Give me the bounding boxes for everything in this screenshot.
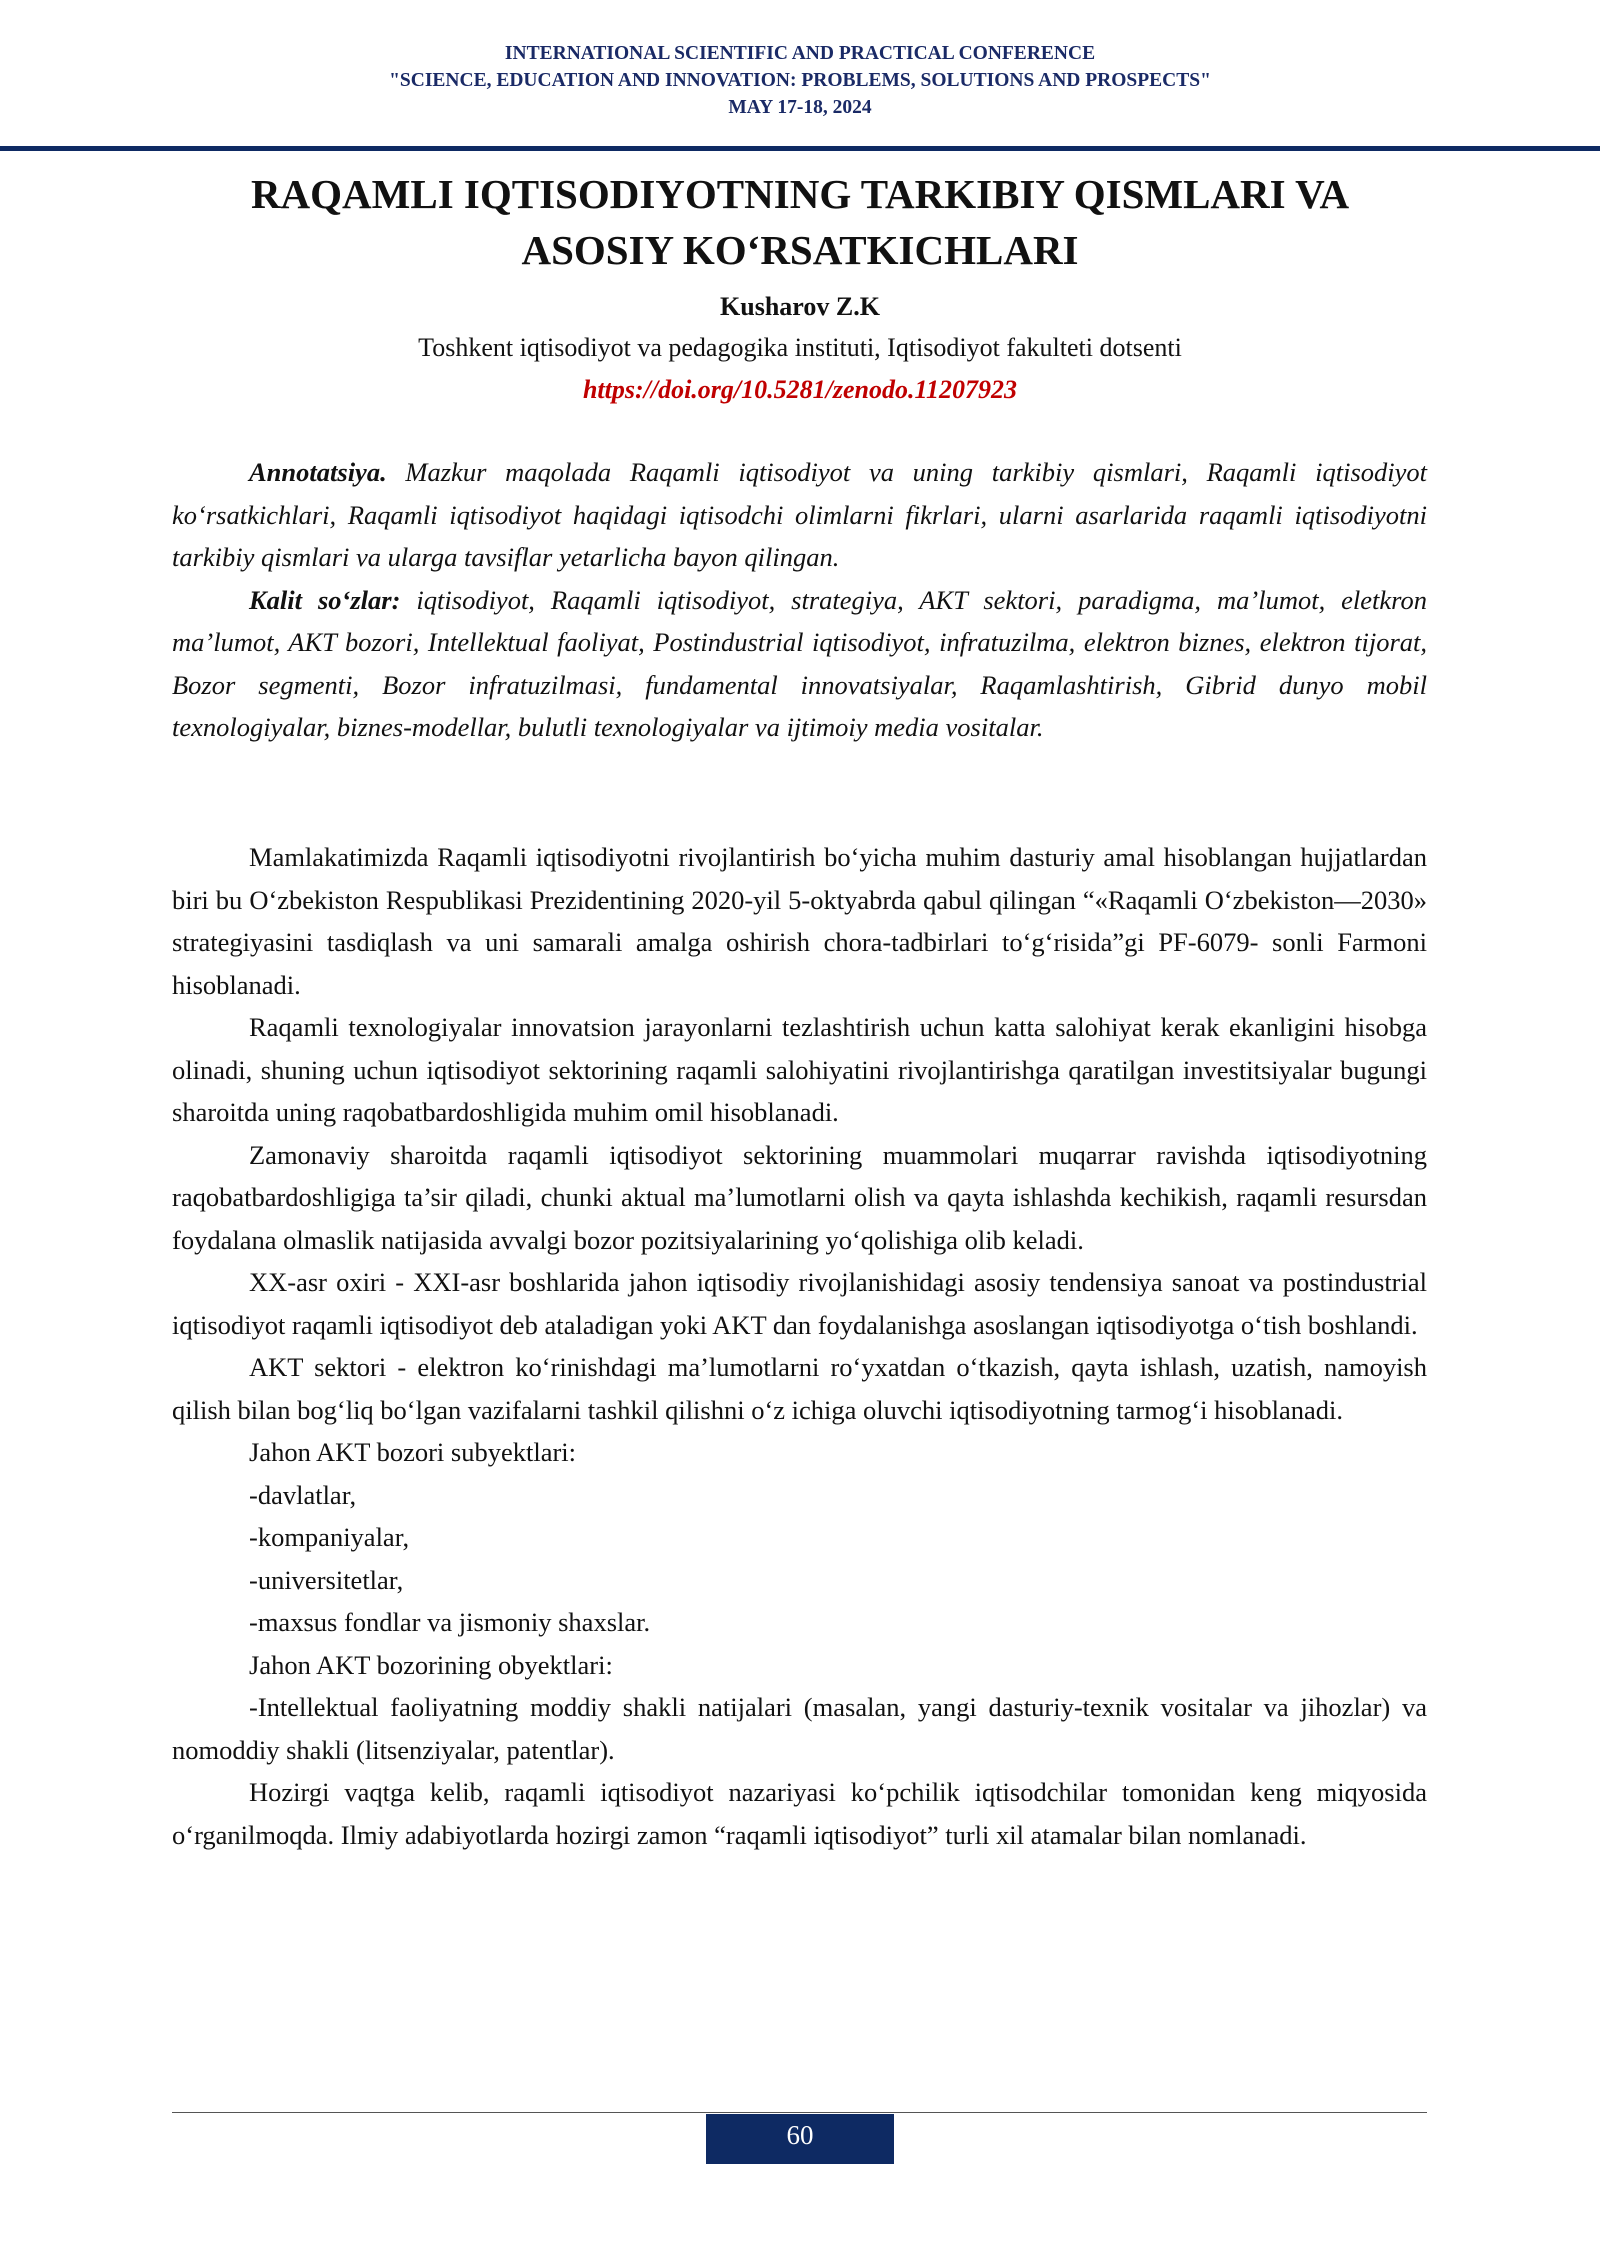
keywords-text: iqtisodiyot, Raqamli iqtisodiyot, strategiya, AKT sektori, paradigma, ma’lumot, eletkron ma’lumot, AKT bozori, Intellektual faoliyat, Postindustrial iqtisodiyot, infratuzilma, elektron biznes, elektron tijorat, Bozor segmenti, Bozor infratuzilmasi, fundamental innovatsiyalar, Raqamlashtirish, Gibrid dunyo mobil texnologiyalar, biznes-modellar, bulutli texnologiyalar va ijtimoiy media vositalar. <box>172 584 1428 742</box>
body-paragraph: XX-asr oxiri - XXI-asr boshlarida jahon iqtisodiy rivojlanishidagi asosiy tendensiya sanoat va postindustrial iqtisodiyot raqamli iqtisodiyot deb ataladigan yoki AKT dan foydalanishga asoslangan iqtisodiyotga o‘tish boshlandi. <box>172 1267 1427 1340</box>
title-line-2: ASOSIY KO‘RSATKICHLARI <box>521 227 1079 273</box>
keywords-paragraph <box>172 579 1427 749</box>
abstract-text: Mazkur maqolada Raqamli iqtisodiyot va uning tarkibiy qismlari, Raqamli iqtisodiyot ko‘rsatkichlari, Raqamli iqtisodiyot haqidagi iqtisodchi olimlarni fikrlari, ularni asarlarida raqamli iqtisodiyotni tarkibiy qismlari va ularga tavsiflar yetarlicha bayon qilingan. <box>172 457 1427 572</box>
abstract-label: Annotatsiya. <box>249 457 387 487</box>
subjects-list-item: -maxsus fondlar va jismoniy shaxslar. <box>249 1607 651 1637</box>
conference-theme: "SCIENCE, EDUCATION AND INNOVATION: PROBLEMS, SOLUTIONS AND PROSPECTS" <box>389 70 1211 91</box>
conference-dates: MAY 17-18, 2024 <box>728 97 872 118</box>
article-body <box>172 836 1427 1856</box>
abstract-block <box>172 451 1427 749</box>
body-paragraph: AKT sektori - elektron ko‘rinishdagi ma’lumotlarni ro‘yxatdan o‘tkazish, qayta ishlash, uzatish, namoyish qilish bilan bog‘liq bo‘lgan vazifalarni tashkil qilishni o‘z ichiga oluvchi iqtisodiyotning tarmog‘i hisoblanadi. <box>172 1352 1427 1425</box>
body-paragraph: Zamonaviy sharoitda raqamli iqtisodiyot sektorining muammolari muqarrar ravishda iqtisodiyotning raqobatbardoshligiga ta’sir qiladi, chunki aktual ma’lumotlarni olish va qayta ishlashda kechikish, raqamli resursdan foydalana olmaslik natijasida avvalgi bozor pozitsiyalarining yo‘qolishiga olib keladi. <box>172 1139 1427 1255</box>
conference-title: INTERNATIONAL SCIENTIFIC AND PRACTICAL CONFERENCE <box>504 43 1096 64</box>
keywords-label: Kalit so‘zlar: <box>249 584 401 615</box>
body-paragraph: Mamlakatimizda Raqamli iqtisodiyotni rivojlantirish bo‘yicha muhim dasturiy amal hisoblangan hujjatlardan biri bu O‘zbekiston Respublikasi Prezidentining 2020-yil 5-oktyabrda qabul qilingan “«Raqamli O‘zbekiston—2030» strategiyasini tasdiqlash va uni samarali amalga oshirish chora-tadbirlari to‘g‘risida”gi PF-6079- sonli Farmoni hisoblanadi. <box>172 842 1427 1000</box>
objects-list-item: -Intellektual faoliyatning moddiy shakli natijalari (masalan, yangi dasturiy-texnik vositalar va jihozlar) va nomoddiy shakli (litsenziyalar, patentlar). <box>172 1692 1427 1765</box>
title-line-1: RAQAMLI IQTISODIYOTNING TARKIBIY QISMLARI VA <box>250 171 1350 217</box>
author-affiliation: Toshkent iqtisodiyot va pedagogika instituti, Iqtisodiyot fakulteti dotsenti <box>418 333 1182 362</box>
body-paragraph: Raqamli texnologiyalar innovatsion jarayonlarni tezlashtirish uchun katta salohiyat kerak ekanligini hisobga olinadi, shuning uchun iqtisodiyot sektorining raqamli salohiyatini rivojlantirishga qaratilgan investitsiyalar bugungi sharoitda uning raqobatbardoshligida muhim omil hisoblanadi. <box>172 1012 1427 1127</box>
conference-header <box>0 40 1600 121</box>
article-title <box>120 166 1480 278</box>
header-divider <box>0 146 1600 151</box>
subjects-list-item: -davlatlar, <box>249 1479 357 1510</box>
footer-divider <box>172 2112 1427 2113</box>
subjects-heading: Jahon AKT bozori subyektlari: <box>249 1437 577 1467</box>
author-name: Kusharov Z.K <box>720 292 880 321</box>
objects-heading: Jahon AKT bozorining obyektlari: <box>249 1649 613 1680</box>
subjects-list-item: -kompaniyalar, <box>249 1522 410 1552</box>
closing-paragraph: Hozirgi vaqtga kelib, raqamli iqtisodiyot nazariyasi ko‘pchilik iqtisodchilar tomonidan keng miqyosida o‘rganilmoqda. Ilmiy adabiyotlarda hozirgi zamon “raqamli iqtisodiyot” turli xil atamalar bilan nomlanadi. <box>172 1777 1427 1850</box>
page-number: 60 <box>706 2114 894 2164</box>
abstract-paragraph <box>172 451 1427 579</box>
doi-link[interactable]: https://doi.org/10.5281/zenodo.11207923 <box>582 375 1018 404</box>
subjects-list-item: -universitetlar, <box>249 1564 404 1595</box>
